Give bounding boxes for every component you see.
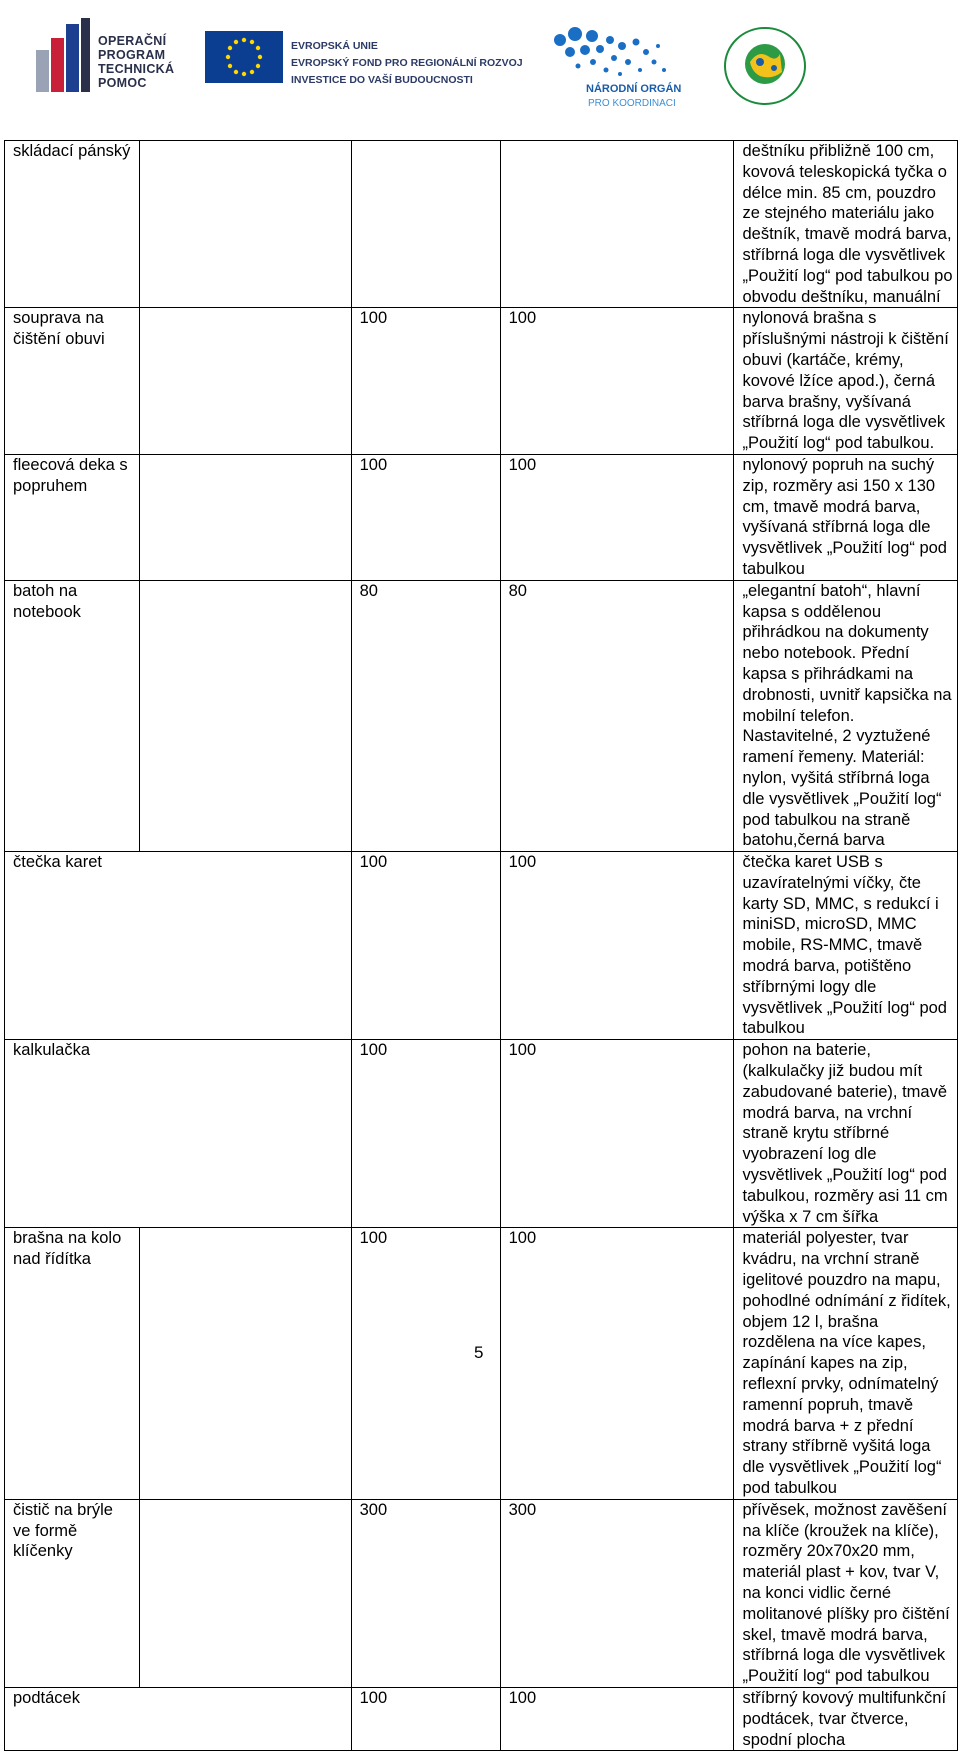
item-name-cell: skládací pánský — [5, 141, 140, 308]
item-name-cell: brašna na kolo nad řídítka — [5, 1228, 140, 1499]
nok-dots-icon — [548, 22, 688, 82]
eu-logo-text: EVROPSKÁ UNIE EVROPSKÝ FOND PRO REGIONÁLNÍ ROZVOJ INVESTICE DO VAŠÍ BUDOUCNOSTI — [291, 40, 523, 86]
table-row — [5, 141, 958, 308]
nok-logo-title: NÁRODNÍ ORGÁN — [586, 83, 682, 95]
mmr-logo — [710, 22, 820, 110]
empty-cell — [351, 141, 500, 308]
empty-cell — [139, 1228, 351, 1499]
quantity-cell: 100 — [351, 308, 500, 455]
item-name-cell: souprava na čištění obuvi — [5, 308, 140, 455]
quantity-cell: 80 — [351, 580, 500, 851]
item-name-cell: čtečka karet — [5, 852, 140, 1040]
table-row — [5, 454, 958, 580]
item-description-cell: čtečka karet USB s uzavíratelnými víčky, čte karty SD, MMC, s redukcí i miniSD, microSD, MMC mobile, RS-MMC, tmavě modrá barva, potištěno stříbrnými logy dle vysvětlivek „Použití log“ pod tabulkou — [734, 852, 958, 1040]
quantity-cell: 100 — [500, 852, 734, 1040]
eu-flag-icon — [205, 31, 283, 83]
item-name-cell: fleecová deka s popruhem — [5, 454, 140, 580]
item-name-cell: kalkulačka — [5, 1040, 140, 1228]
empty-cell — [139, 1499, 351, 1687]
empty-cell — [500, 141, 734, 308]
item-description-cell: deštníku přibližně 100 cm, kovová teleskopická tyčka o délce min. 85 cm, pouzdro ze stejného materiálu jako deštník, tmavě modrá barva, stříbrná loga dle vysvětlivek „Použití log“ pod tabulkou po obvodu deštníku, manuální — [734, 141, 958, 308]
quantity-cell: 100 — [351, 852, 500, 1040]
empty-cell — [139, 141, 351, 308]
nok-logo — [548, 22, 688, 112]
quantity-cell: 100 — [500, 1228, 734, 1499]
quantity-cell: 100 — [500, 308, 734, 455]
item-description-cell: pohon na baterie, (kalkulačky již budou mít zabudované baterie), tmavě modrá barva, na vrchní straně krytu stříbrné vyobrazení log dle vysvětlivek „Použití log“ pod tabulkou, rozměry asi 11 cm výška x 7 cm šířka — [734, 1040, 958, 1228]
empty-cell — [139, 308, 351, 455]
quantity-cell: 80 — [500, 580, 734, 851]
table-row — [5, 1687, 958, 1750]
nok-logo-subtitle: PRO KOORDINACI — [588, 98, 676, 109]
optp-logo-text: OPERAČNÍ PROGRAM TECHNICKÁ POMOC — [98, 34, 175, 90]
table-row — [5, 1040, 958, 1228]
table-row — [5, 852, 958, 1040]
item-description-cell: přívěsek, možnost zavěšení na klíče (kroužek na klíče), rozměry 20x70x20 mm, materiál plast + kov, tvar V, na konci vidlic černé molitanové plíšky pro čištění skel, tmavě modrá barva, stříbrná loga dle vysvětlivek „Použití log“ pod tabulkou — [734, 1499, 958, 1687]
table-row — [5, 308, 958, 455]
promo-items-table — [4, 140, 958, 1751]
quantity-cell: 100 — [351, 1040, 500, 1228]
item-description-cell: stříbrný kovový multifunkční podtácek, tvar čtverce, spodní plocha — [734, 1687, 958, 1750]
quantity-cell: 100 — [500, 1040, 734, 1228]
empty-cell — [139, 580, 351, 851]
quantity-cell: 300 — [500, 1499, 734, 1687]
optp-logo-mark — [36, 16, 92, 96]
eu-logo — [205, 28, 525, 88]
item-name-cell: čistič na brýle ve formě klíčenky — [5, 1499, 140, 1687]
item-description-cell: materiál polyester, tvar kvádru, na vrchní straně igelitové pouzdro na mapu, pohodlné odnímání z řidítek, objem 12 l, brašna rozdělena na více kapes, zapínání kapes na zip, reflexní prvky, odnímatelný ramenní popruh, tmavě modrá barva + z přední strany stříbrně vyšitá loga dle vysvětlivek „Použití log“ pod tabulkou — [734, 1228, 958, 1499]
table-row — [5, 580, 958, 851]
page-number: 5 — [474, 1343, 484, 1362]
logo-header — [0, 0, 960, 120]
empty-cell — [139, 852, 351, 1040]
quantity-cell: 300 — [351, 1499, 500, 1687]
item-name-cell: batoh na notebook — [5, 580, 140, 851]
quantity-cell: 100 — [500, 1687, 734, 1750]
item-name-cell: podtácek — [5, 1687, 140, 1750]
mmr-seal-icon — [710, 22, 820, 110]
table-row — [5, 1228, 958, 1499]
quantity-cell: 100 — [351, 454, 500, 580]
item-description-cell: nylonová brašna s příslušnými nástroji k čištění obuvi (kartáče, krémy, kovové lžíce apod.), černá barva brašny, vyšívaná stříbrná loga dle vysvětlivek „Použití log“ pod tabulkou. — [734, 308, 958, 455]
optp-logo — [36, 16, 186, 96]
table-row — [5, 1499, 958, 1687]
item-description-cell: „elegantní batoh“, hlavní kapsa s oddělenou přihrádkou na dokumenty nebo notebook. Přední kapsa s přihrádkami na drobnosti, uvnitř kapsička na mobilní telefon. Nastavitelné, 2 vyztužené ramení řemeny. Materiál: nylon, vyšitá stříbrná loga dle vysvětlivek „Použití log“ pod tabulkou na straně batohu,černá barva — [734, 580, 958, 851]
quantity-cell: 100 — [500, 454, 734, 580]
empty-cell — [139, 454, 351, 580]
item-description-cell: nylonový popruh na suchý zip, rozměry asi 150 x 130 cm, tmavě modrá barva, vyšívaná stříbrná loga dle vysvětlivek „Použití log“ pod tabulkou — [734, 454, 958, 580]
empty-cell — [139, 1687, 351, 1750]
empty-cell — [139, 1040, 351, 1228]
quantity-cell: 100 — [351, 1228, 500, 1499]
quantity-cell: 100 — [351, 1687, 500, 1750]
